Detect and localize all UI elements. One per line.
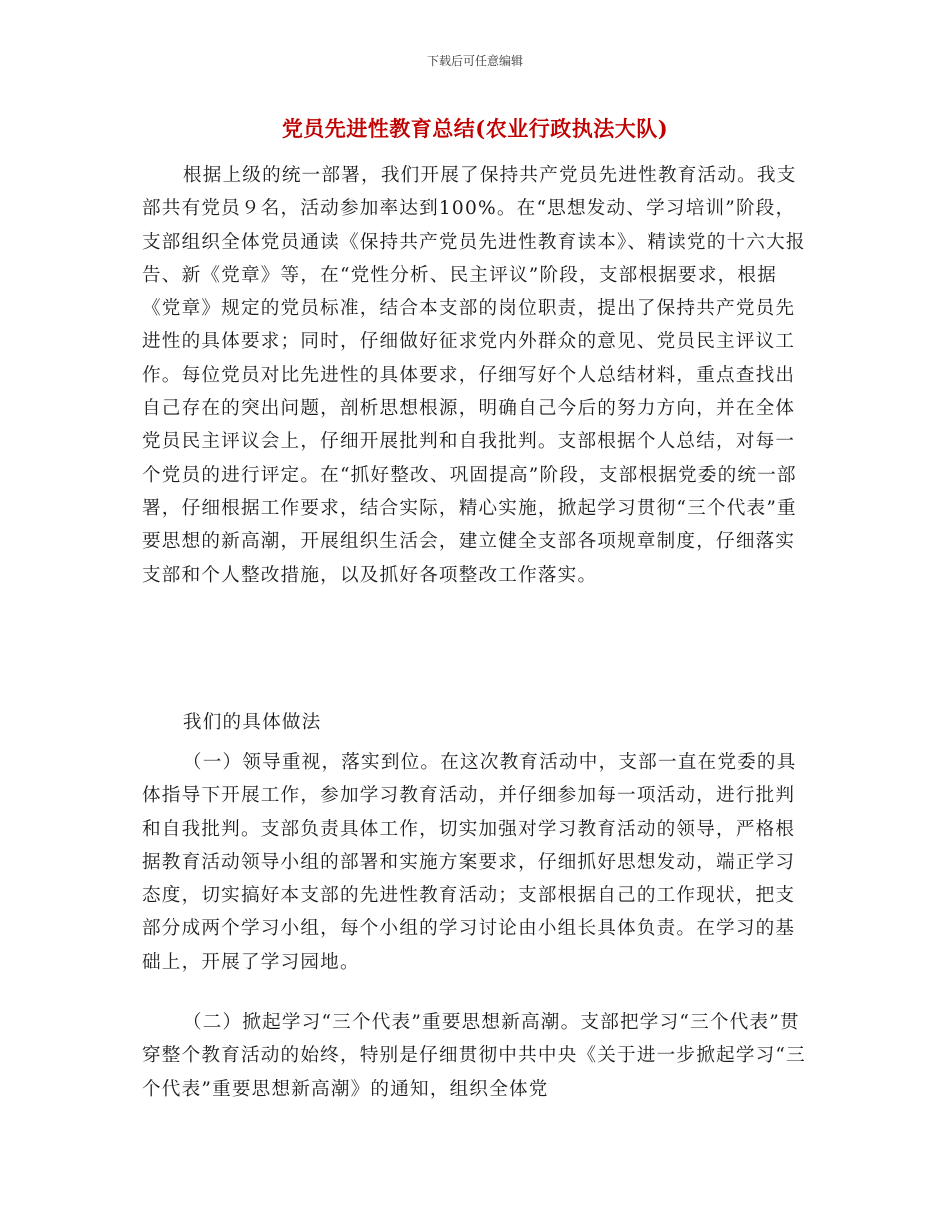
- page-header-note: 下载后可任意编辑: [426, 54, 523, 68]
- paragraph-leadership: （一）领导重视，落实到位。在这次教育活动中，支部一直在党委的具体指导下开展工作，参加学习教育活动，并仔细参加每一项活动，进行批判和自我批判。支部负责具体工作，切实加强对学习教育活动的领导，严格根据教育活动领导小组的部署和实施方案要求，仔细抓好思想发动，端正学习态度，切实搞好本支部的先进性教育活动；支部根据自己的工作现状，把支部分成两个学习小组，每个小组的学习讨论由小组长具体负责。在学习的基础上，开展了学习园地。: [142, 752, 797, 973]
- document-title: 党员先进性教育总结(农业行政执法大队): [281, 116, 669, 141]
- paragraph-three-represents: （二）掀起学习“三个代表”重要思想新高潮。支部把学习“三个代表”贯穿整个教育活动的始终，特别是仔细贯彻中共中央《关于进一步掀起学习“三个代表”重要思想新高潮》的通知，组织全体党: [142, 1012, 806, 1100]
- section-heading: 我们的具体做法: [182, 712, 322, 733]
- paragraph-intro: 根据上级的统一部署，我们开展了保持共产党员先进性教育活动。我支部共有党员９名，活动参加率达到100%。在“思想发动、学习培训”阶段，支部组织全体党员通读《保持共产党员先进性教育读本》、精读党的十六大报告、新《党章》等，在“党性分析、民主评议”阶段，支部根据要求，根据《党章》规定的党员标准，结合本支部的岗位职责，提出了保持共产党员先进性的具体要求；同时，仔细做好征求党内外群众的意见、党员民主评议工作。每位党员对比先进性的具体要求，仔细写好个人总结材料，重点查找出自己存在的突出问题，剖析思想根源，明确自己今后的努力方向，并在全体党员民主评议会上，仔细开展批判和自我批判。支部根据个人总结，对每一个党员的进行评定。在“抓好整改、巩固提高”阶段，支部根据党委的统一部署，仔细根据工作要求，结合实际，精心实施，掀起学习贯彻“三个代表”重要思想的新高潮，开展组织生活会，建立健全支部各项规章制度，仔细落实支部和个人整改措施，以及抓好各项整改工作落实。: [142, 165, 806, 586]
